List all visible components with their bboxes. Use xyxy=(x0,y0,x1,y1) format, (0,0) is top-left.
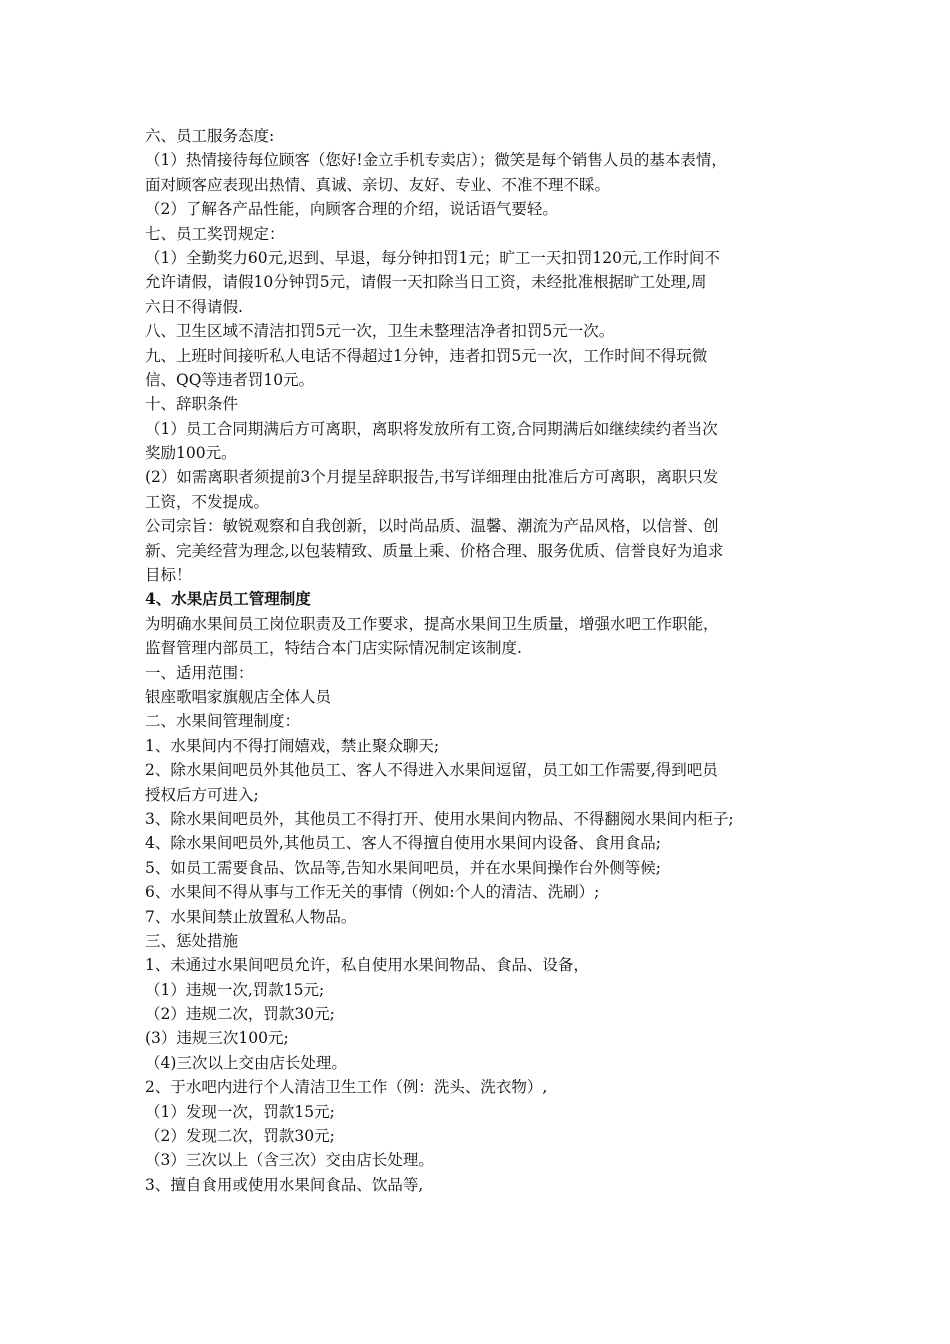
text-line: 目标！ xyxy=(145,566,192,585)
list-item: 5、如员工需要食品、饮品等,告知水果间吧员，并在水果间操作台外侧等候; xyxy=(145,858,662,877)
section-heading-scope: 一、适用范围： xyxy=(145,663,254,682)
sub-list-item: （2）发现二次，罚款30元; xyxy=(145,1127,335,1146)
list-item: 1、未通过水果间吧员允许，私自使用水果间物品、食品、设备， xyxy=(145,956,589,975)
section-heading-rules: 二、水果间管理制度： xyxy=(145,712,301,731)
company-mission-line: 公司宗旨：敏锐观察和自我创新，以时尚品质、温馨、潮流为产品风格，以信誉、创 xyxy=(145,517,719,536)
section-heading-10: 十、辞职条件 xyxy=(145,395,239,414)
section-heading-8: 八、卫生区域不清洁扣罚5元一次，卫生未整理洁净者扣罚5元一次。 xyxy=(145,322,615,341)
text-line: 工资，不发提成。 xyxy=(145,492,270,511)
section-heading-6: 六、员工服务态度: xyxy=(145,127,275,145)
text-line: 新、完美经营为理念,以包装精致、质量上乘、价格合理、服务优质、信誉良好为追求 xyxy=(145,541,724,560)
document-body xyxy=(145,124,820,1197)
section-heading-9: 九、上班时间接听私人电话不得超过1分钟，违者扣罚5元一次，工作时间不得玩微 xyxy=(145,346,708,365)
text-line: （1）全勤奖力60元,迟到、早退，每分钟扣罚1元；旷工一天扣罚120元,工作时间不 xyxy=(145,248,720,267)
list-item: 6、水果间不得从事与工作无关的事情（例如:个人的清洁、洗刷）; xyxy=(145,883,600,902)
text-line: （1）员工合同期满后方可离职，离职将发放所有工资,合同期满后如继续续约者当次 xyxy=(145,419,718,438)
text-line: 面对顾客应表现出热情、真诚、亲切、友好、专业、不准不理不睬。 xyxy=(145,175,611,194)
text-line: （2）了解各产品性能，向顾客合理的介绍，说话语气要轻。 xyxy=(145,200,558,219)
list-item: 3、擅自食用或使用水果间食品、饮品等, xyxy=(145,1175,424,1194)
list-item: 3、除水果间吧员外，其他员工不得打开、使用水果间内物品、不得翻阅水果间内柜子; xyxy=(145,809,734,828)
list-item: 1、水果间内不得打闹嬉戏，禁止聚众聊天; xyxy=(145,736,440,755)
sub-list-item: （3）三次以上（含三次）交由店长处理。 xyxy=(145,1151,434,1170)
list-item: 4、除水果间吧员外,其他员工、客人不得擅自使用水果间内设备、食用食品; xyxy=(145,834,662,853)
text-line: 六日不得请假. xyxy=(145,297,243,316)
list-item: 2、于水吧内进行个人清洁卫生工作（例：洗头、洗衣物）, xyxy=(145,1078,548,1097)
text-line: 授权后方可进入; xyxy=(145,785,259,804)
text-line: 为明确水果间员工岗位职责及工作要求，提高水果间卫生质量，增强水吧工作职能， xyxy=(145,614,719,633)
sub-list-item: （4)三次以上交由店长处理。 xyxy=(145,1053,347,1072)
sub-list-item: （1）发现一次，罚款15元; xyxy=(145,1102,335,1121)
list-item: 7、水果间禁止放置私人物品。 xyxy=(145,907,357,926)
text-line: 监督管理内部员工，特结合本门店实际情况制定该制度. xyxy=(145,639,522,658)
text-line: 信、QQ等违者罚10元。 xyxy=(145,370,315,389)
section-heading-penalties: 三、惩处措施 xyxy=(145,931,239,950)
text-line: 银座歌唱家旗舰店全体人员 xyxy=(145,687,332,706)
chapter-title: 4、水果店员工管理制度 xyxy=(145,589,311,609)
sub-list-item: （2）违规二次，罚款30元; xyxy=(145,1005,335,1024)
text-line: (2）如需离职者须提前3个月提呈辞职报告,书写详细理由批准后方可离职，离职只发 xyxy=(145,468,719,487)
sub-list-item: （1）违规一次,罚款15元; xyxy=(145,980,325,999)
section-heading-7: 七、员工奖罚规定： xyxy=(145,224,285,243)
text-line: （1）热情接待每位顾客（您好!金立手机专卖店）；微笑是每个销售人员的基本表情， xyxy=(145,151,727,170)
text-line: 奖励100元。 xyxy=(145,444,237,463)
text-line: 允许请假，请假10分钟罚5元，请假一天扣除当日工资，未经批准根据旷工处理,周 xyxy=(145,273,707,292)
sub-list-item: (3）违规三次100元; xyxy=(145,1029,289,1048)
list-item: 2、除水果间吧员外其他员工、客人不得进入水果间逗留，员工如工作需要,得到吧员 xyxy=(145,761,718,780)
